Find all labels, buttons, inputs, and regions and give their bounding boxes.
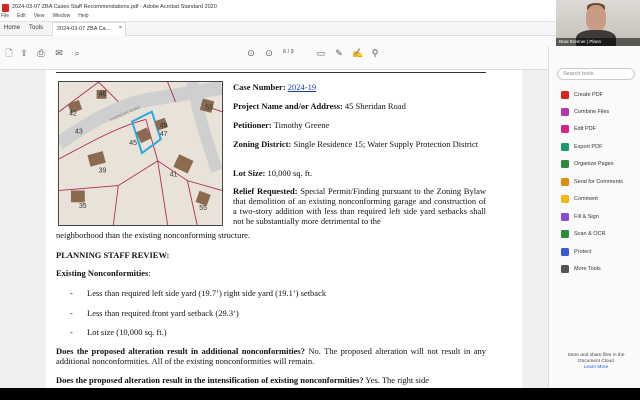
tab-document[interactable] <box>52 22 126 36</box>
existing-colon: : <box>148 268 151 278</box>
tool-label: Organize Pages <box>574 161 614 167</box>
tool-label: Protect <box>574 249 592 255</box>
create-icon[interactable]: 🗋 <box>5 48 13 58</box>
tool-label: Edit PDF <box>574 126 597 132</box>
page-current[interactable]: 6 <box>283 49 287 55</box>
intensification-question <box>56 375 486 385</box>
pen-icon[interactable]: ✎ <box>335 48 343 58</box>
lot-value: 10,000 sq. ft. <box>267 168 313 178</box>
relief-requested <box>233 186 486 226</box>
tool-fill-sign[interactable] <box>561 212 599 222</box>
participant-head <box>586 5 606 31</box>
bullet-item: Less than required left side yard (19.7’) right side yard (19.1’) setback <box>87 288 327 298</box>
map-label-42: 42 <box>69 110 77 118</box>
parcel-map <box>58 81 223 226</box>
zoning-value: Single Residence 15; Water Supply Protection District <box>293 139 479 149</box>
left-gutter <box>0 70 18 388</box>
print-icon[interactable]: ⎙ <box>37 48 45 58</box>
additional-nonconformities-question <box>56 346 486 366</box>
menu-edit[interactable]: Edit <box>17 13 26 19</box>
menu-view[interactable]: View <box>33 13 45 19</box>
tool-more-tools[interactable] <box>561 264 601 274</box>
map-label-55: 55 <box>199 205 207 213</box>
menu-bar <box>0 13 89 19</box>
participant-name: Brad Brenner | Plann <box>556 38 640 46</box>
tool-export-pdf[interactable] <box>561 142 602 152</box>
search-tools-input[interactable]: Search tools <box>557 68 635 80</box>
page-total: / 9 <box>287 49 294 55</box>
pdf-page <box>46 70 522 388</box>
relief-value: Special Permit/Finding pursuant to the Zoning Bylaw that demolition of an existing nonconforming garage and construction of a two-story addition with less than required left side yard setbacks shall not be substantially more detrimental to the <box>233 186 486 226</box>
tools-pane <box>548 46 640 388</box>
tool-comment[interactable] <box>561 194 598 204</box>
tool-protect[interactable] <box>561 247 591 257</box>
tab-home[interactable]: Home <box>4 25 21 31</box>
protect-icon <box>561 248 569 256</box>
zoning-district <box>233 139 486 149</box>
zoning-label: Zoning District: <box>233 139 292 149</box>
previous-page-icon[interactable]: ⊙ <box>247 48 255 58</box>
tab-bar <box>0 22 640 36</box>
combine-files-icon <box>561 108 569 116</box>
tool-organize-pages[interactable] <box>561 159 613 169</box>
comment-icon <box>561 195 569 203</box>
tab-document-label: 2024-03-07 ZBA Ca... <box>57 26 111 32</box>
bottom-strip <box>0 388 640 400</box>
bullet-item: Lot size (10,000 sq. ft.) <box>87 327 167 337</box>
planning-review-heading: PLANNING STAFF REVIEW: <box>56 250 170 260</box>
highlight-icon[interactable]: ✍ <box>352 48 364 58</box>
case-number <box>233 82 316 92</box>
edit-pdf-icon <box>561 125 569 133</box>
search-icon[interactable]: ⌕ <box>74 48 80 58</box>
lot-label: Lot Size: <box>233 168 266 178</box>
case-number-label: Case Number: <box>233 82 286 92</box>
lot-size <box>233 168 312 178</box>
close-tab-icon[interactable]: × <box>118 25 122 31</box>
more-tools-icon <box>561 265 569 273</box>
question-2: Does the proposed alteration result in the intensification of existing nonconformities? <box>56 375 364 385</box>
map-street-label: SHERIDAN ROAD <box>108 104 141 123</box>
map-label-39: 39 <box>98 167 107 175</box>
project-address <box>233 101 406 111</box>
project-value: 45 Sheridan Road <box>344 101 406 111</box>
map-label-46: 46 <box>98 90 107 98</box>
send-comments-icon <box>561 178 569 186</box>
existing-heading: Existing Nonconformities <box>56 268 149 278</box>
organize-pages-icon <box>561 160 569 168</box>
map-label-47: 47 <box>159 131 168 139</box>
comment-tool-icon[interactable]: ▭ <box>316 48 326 58</box>
create-pdf-icon <box>561 91 569 99</box>
tool-label: Send for Comments <box>574 179 623 185</box>
tool-scan-ocr[interactable] <box>561 229 605 239</box>
map-label-45: 45 <box>129 140 137 148</box>
tool-edit-pdf[interactable] <box>561 124 596 134</box>
tool-send-for-comments[interactable] <box>561 177 623 187</box>
tool-label: Fill & Sign <box>574 214 599 220</box>
document-cloud-promo <box>557 353 635 371</box>
tool-label: Comment <box>574 196 598 202</box>
tab-tools[interactable]: Tools <box>29 25 44 31</box>
tool-label: Export PDF <box>574 144 603 150</box>
map-label-43: 43 <box>75 128 83 136</box>
promo-line-1: Store and share files in the <box>567 353 625 358</box>
title-bar <box>0 0 640 22</box>
bullet-dash: - <box>70 288 73 298</box>
menu-help[interactable]: Help <box>78 13 89 19</box>
learn-more-link[interactable]: Learn More <box>583 365 609 370</box>
map-label-41: 41 <box>169 171 178 179</box>
case-number-link[interactable]: 2024-19 <box>287 82 317 92</box>
menu-file[interactable]: File <box>1 13 10 19</box>
tool-combine-files[interactable] <box>561 107 609 117</box>
promo-line-2: Document Cloud <box>578 359 614 364</box>
document-view[interactable] <box>18 70 542 388</box>
relief-continuation: neighborhood than the existing nonconforming structure. <box>56 230 251 240</box>
upload-icon[interactable]: ⇪ <box>20 48 28 58</box>
map-label-53: 53 <box>205 104 213 112</box>
map-label-49: 49 <box>159 122 168 130</box>
bullet-dash: - <box>70 327 73 337</box>
export-pdf-icon <box>561 143 569 151</box>
fill-sign-icon <box>561 213 569 221</box>
toolbar <box>0 36 640 70</box>
participant-video <box>556 0 640 46</box>
answer-1: No. The proposed alteration will not result in any additional nonconformities. All of the existing nonconformities will remain. <box>56 346 487 366</box>
petitioner-label: Petitioner: <box>233 120 272 130</box>
scan-ocr-icon <box>561 230 569 238</box>
question-1: Does the proposed alteration result in additional nonconformities? <box>56 346 305 356</box>
next-page-icon[interactable]: ⊙ <box>265 48 273 58</box>
tool-label: Create PDF <box>574 92 604 98</box>
acrobat-logo-icon <box>2 4 9 12</box>
bullet-dash: - <box>70 308 73 318</box>
page-indicator[interactable] <box>283 49 294 55</box>
stamp-icon[interactable]: ⚲ <box>371 48 379 58</box>
petitioner <box>233 120 329 130</box>
window-title: 2024-03-07 ZBA Cases Staff Recommendations.pdf - Adobe Acrobat Standard 2020 <box>12 4 217 10</box>
page-rule <box>56 72 486 73</box>
petitioner-value: Timothy Greene <box>273 120 330 130</box>
existing-nonconformities <box>56 268 151 278</box>
menu-window[interactable]: Window <box>52 13 71 19</box>
bullet-item: Less than required front yard setback (29.3’) <box>87 308 239 318</box>
email-icon[interactable]: ✉ <box>55 48 63 58</box>
map-label-35: 35 <box>78 203 87 211</box>
tool-label: More Tools <box>574 266 601 272</box>
tool-label: Scan & OCR <box>574 231 606 237</box>
tool-label: Combine Files <box>574 109 610 115</box>
relief-label: Relief Requested: <box>233 186 298 196</box>
tool-create-pdf[interactable] <box>561 90 603 100</box>
project-label: Project Name and/or Address: <box>233 101 343 111</box>
answer-2: Yes. The right side <box>365 375 430 385</box>
